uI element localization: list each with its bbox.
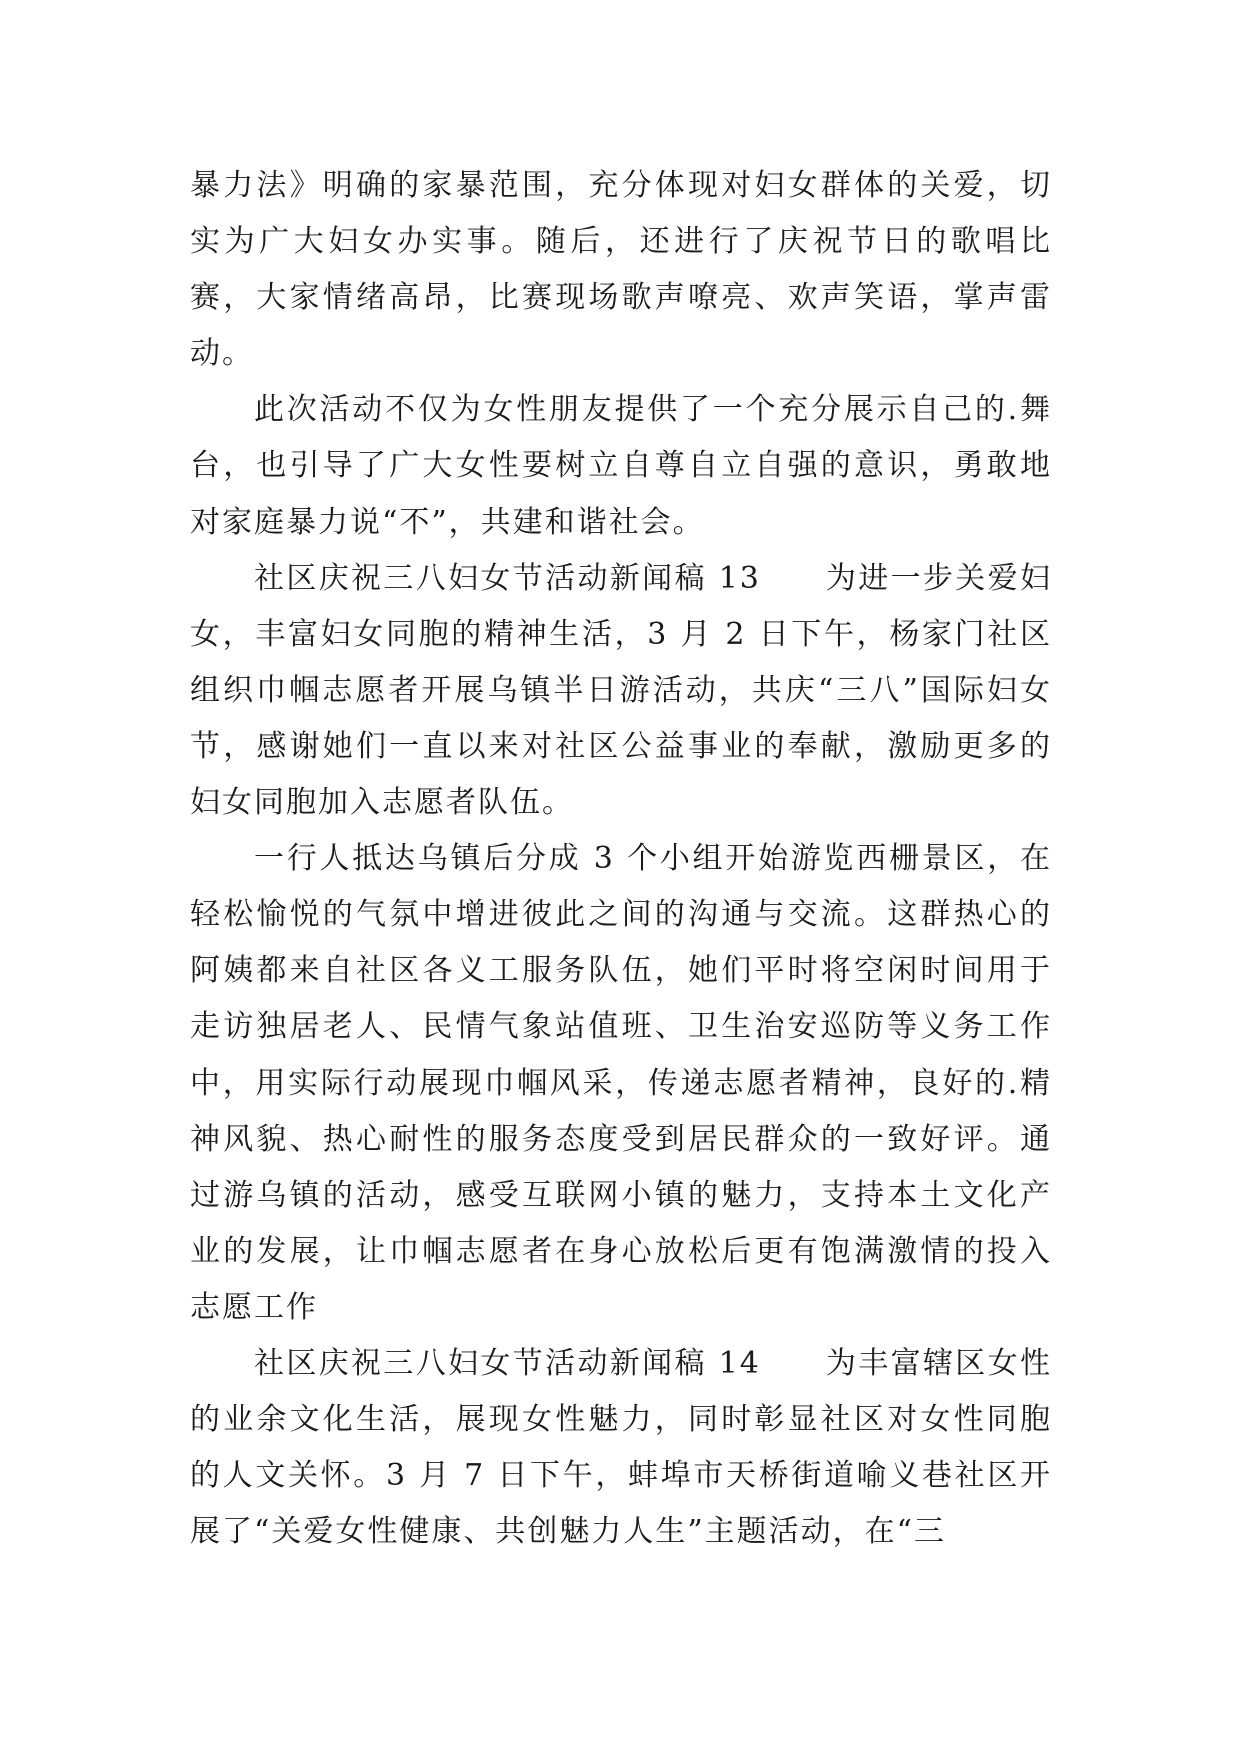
paragraph-5: 社区庆祝三八妇女节活动新闻稿 14 为丰富辖区女性的业余文化生活，展现女性魅力，同时彰显社区对女性同胞的人文关怀。3 月 7 日下午，蚌埠市天桥街道喻义巷社区开展了“关爱女性健康、共创魅力人生”主题活动，在“三 — [190, 1345, 1052, 1550]
paragraph-2: 此次活动不仅为女性朋友提供了一个充分展示自己的.舞台，也引导了广大女性要树立自尊自立自强的意识，勇敢地对家庭暴力说“不”，共建和谐社会。 — [190, 392, 1052, 540]
paragraph-3: 社区庆祝三八妇女节活动新闻稿 13 为进一步关爱妇女，丰富妇女同胞的精神生活，3 月 2 日下午，杨家门社区组织巾帼志愿者开展乌镇半日游活动，共庆“三八”国际妇女节，感谢她们一直以来对社区公益事业的奉献，激励更多的妇女同胞加入志愿者队伍。 — [190, 560, 1052, 821]
body-text — [190, 158, 1052, 1560]
paragraph-1: 暴力法》明确的家暴范围，充分体现对妇女群体的关爱，切实为广大妇女办实事。随后，还进行了庆祝节日的歌唱比赛，大家情绪高昂，比赛现场歌声嘹亮、欢声笑语，掌声雷动。 — [190, 168, 1052, 372]
paragraph-4: 一行人抵达乌镇后分成 3 个小组开始游览西栅景区，在轻松愉悦的气氛中增进彼此之间的沟通与交流。这群热心的阿姨都来自社区各义工服务队伍，她们平时将空闲时间用于走访独居老人、民情气象站值班、卫生治安巡防等义务工作中，用实际行动展现巾帼风采，传递志愿者精神，良好的.精神风貌、热心耐性的服务态度受到居民群众的一致好评。通过游乌镇的活动，感受互联网小镇的魅力，支持本土文化产业的发展，让巾帼志愿者在身心放松后更有饱满激情的投入志愿工作 — [190, 841, 1052, 1325]
